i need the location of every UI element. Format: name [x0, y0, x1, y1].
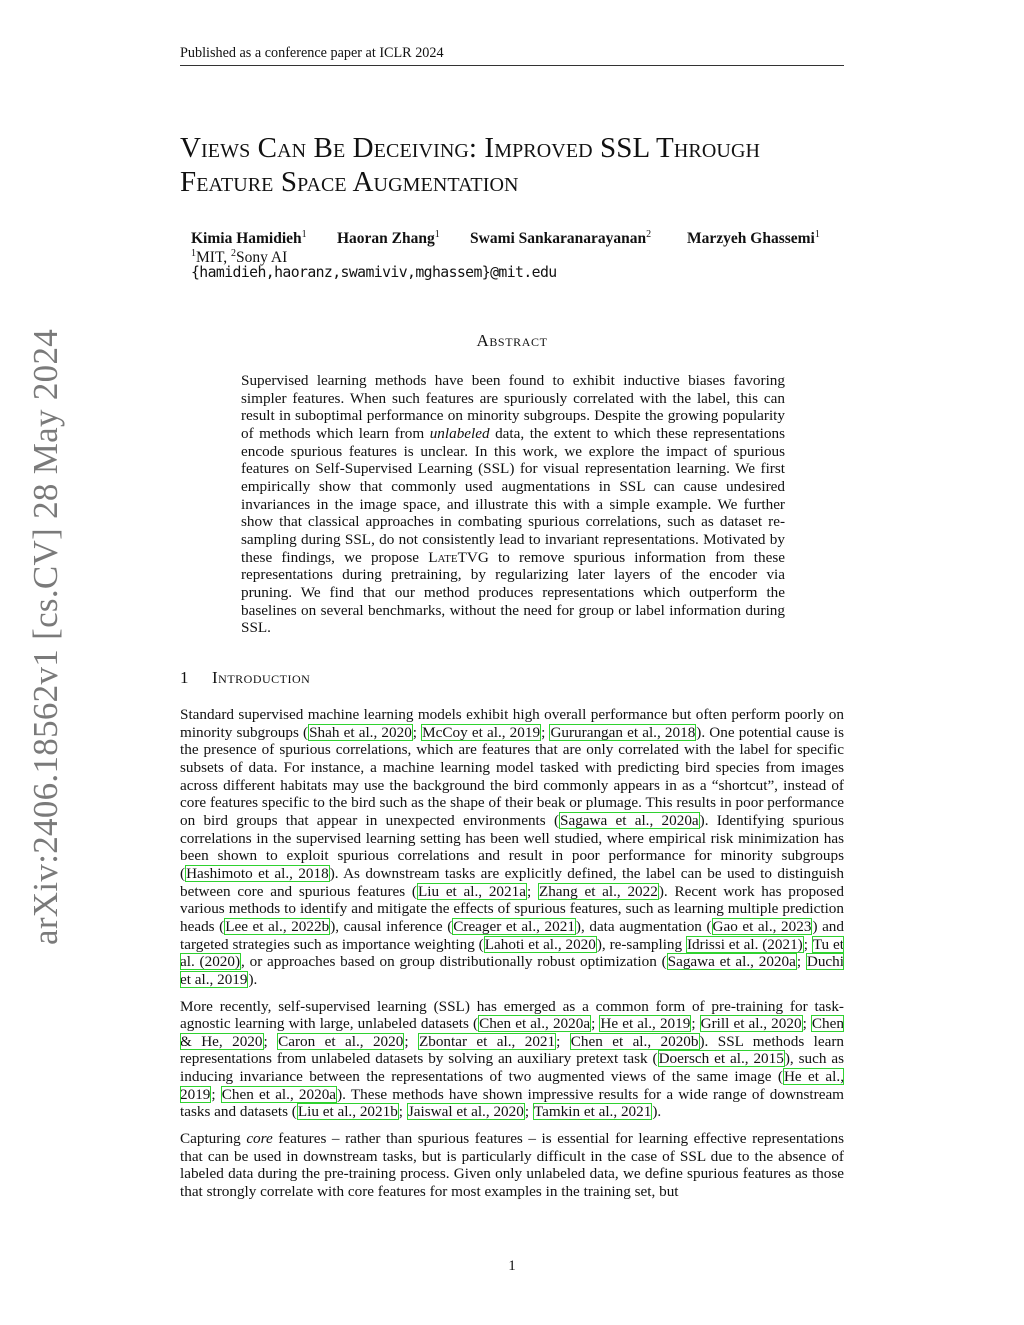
- citation-link[interactable]: Tamkin et al., 2021: [533, 1103, 652, 1121]
- page-number: 1: [508, 1258, 516, 1274]
- intro-paragraph-1: [180, 706, 844, 989]
- author-3: [470, 226, 651, 248]
- abstract-part-2: data, the extent to which these representations encode spurious features is unclear. In this work, we explore the impact of spurious features on Self-Supervised Learning (SSL) for visual representation learning. We first empirically show that commonly used augmentations in SSL can cause undesired invariances in the image space, and illustrate this with a simple example. We further show that classical approaches in combating spurious correlations, such as dataset re-sampling during SSL, do not consistently lead to invariant representations. Motivated by these findings, we propose: [241, 424, 786, 566]
- citation-link[interactable]: Sagawa et al., 2020a: [667, 953, 796, 971]
- citation-link[interactable]: Shah et al., 2020: [309, 723, 412, 741]
- text-run: ;: [802, 1015, 811, 1033]
- citation-link[interactable]: Gururangan et al., 2018: [550, 723, 696, 741]
- citation-link[interactable]: Zbontar et al., 2021: [418, 1032, 556, 1050]
- method-name: LateTVG: [428, 548, 489, 566]
- text-run: ), such as inducing invariance between the representations of two augmented views of the same image (: [180, 1050, 844, 1086]
- author-name: Swami Sankaranarayanan: [470, 230, 647, 248]
- citation-link[interactable]: Tu et al. (2020): [180, 935, 844, 971]
- abstract-heading: Abstract: [476, 331, 548, 350]
- author-4: [687, 226, 820, 248]
- text-run: ;: [591, 1015, 600, 1033]
- section-number: 1: [180, 668, 189, 687]
- header-rule: [180, 65, 844, 66]
- arxiv-side-stamp: arXiv:2406.18562v1 [cs.CV] 28 May 2024: [26, 328, 65, 945]
- citation-link[interactable]: He et al., 2019: [180, 1068, 844, 1103]
- author-2: [337, 226, 440, 248]
- text-run: ), causal inference (: [330, 917, 453, 935]
- text-run: ). SSL methods learn representations from unlabeled datasets by solving an auxiliary pretext task (: [180, 1032, 844, 1068]
- paper-title: [180, 131, 860, 199]
- citation-link[interactable]: Chen et al., 2020a: [479, 1015, 591, 1033]
- abstract-part-1: Supervised learning methods have been found to exhibit inductive biases favoring simpler features. When such features are spuriously correlated with the label, this can result in suboptimal performance on minority subgroups. Despite the growing popularity of methods which learn from: [241, 372, 785, 442]
- affil-mark-1: 1: [191, 248, 196, 259]
- text-run: ;: [211, 1085, 221, 1103]
- citation-link[interactable]: Liu et al., 2021a: [417, 882, 526, 900]
- text-run: ;: [803, 935, 812, 953]
- author-name: Haoran Zhang: [337, 230, 435, 248]
- citation-link[interactable]: Duchi et al., 2019: [180, 953, 844, 988]
- citation-link[interactable]: Lee et al., 2022b: [225, 917, 330, 935]
- author-affil-mark: 1: [814, 229, 820, 240]
- citation-link[interactable]: Doersch et al., 2015: [658, 1050, 784, 1068]
- author-affil-mark: 2: [646, 229, 652, 240]
- text-run: ) and targeted strategies such as importance weighting (: [180, 917, 844, 953]
- citation-link[interactable]: Chen & He, 2020: [180, 1015, 844, 1050]
- text-run: ;: [541, 723, 550, 741]
- author-name: Kimia Hamidieh: [191, 230, 302, 248]
- citation-link[interactable]: Caron et al., 2020: [278, 1032, 404, 1050]
- text-run: ;: [796, 953, 806, 971]
- text-run: More recently, self-supervised learning (SSL) has emerged as a common form of pre-training for task-agnostic learning with large, unlabeled datasets (: [180, 997, 844, 1033]
- affil-mark-2: 2: [231, 248, 237, 259]
- citation-link[interactable]: He et al., 2019: [600, 1015, 691, 1033]
- citation-link[interactable]: Chen et al., 2020b: [570, 1032, 699, 1050]
- abstract-text: [241, 372, 785, 637]
- text-run: ;: [398, 1103, 407, 1121]
- emphasis-text: core: [246, 1130, 273, 1148]
- citation-link[interactable]: Jaiswal et al., 2020: [407, 1103, 524, 1121]
- citation-link[interactable]: Creager et al., 2021: [453, 917, 575, 935]
- text-run: ;: [412, 723, 422, 741]
- text-run: ;: [691, 1015, 700, 1033]
- citation-link[interactable]: Lahoti et al., 2020: [484, 935, 596, 953]
- text-run: , or approaches based on group distributionally robust optimization (: [241, 953, 667, 971]
- author-affil-mark: 1: [301, 229, 307, 240]
- text-run: ;: [263, 1032, 278, 1050]
- title-line-2: Feature Space Augmentation: [180, 166, 519, 198]
- citation-link[interactable]: Hashimoto et al., 2018: [186, 864, 329, 882]
- text-run: ;: [404, 1032, 418, 1050]
- citation-link[interactable]: Gao et al., 2023: [712, 917, 812, 935]
- text-run: ;: [524, 1103, 533, 1121]
- text-run: ). As downstream tasks are explicitly defined, the label can be used to distinguish between core and spurious features (: [180, 864, 844, 900]
- text-run: ;: [526, 882, 538, 900]
- text-run: Standard supervised machine learning models exhibit high overall performance but often perform poorly on minority subgroups (: [180, 706, 844, 741]
- text-run: ), data augmentation (: [575, 917, 712, 935]
- text-run: Capturing: [180, 1130, 247, 1148]
- intro-paragraph-3: [180, 1130, 844, 1201]
- text-run: ;: [556, 1032, 570, 1050]
- running-header: Published as a conference paper at ICLR 2024: [180, 45, 444, 61]
- affil-1: MIT,: [196, 249, 232, 267]
- affil-2: Sony AI: [236, 249, 288, 267]
- citation-link[interactable]: Sagawa et al., 2020a: [560, 811, 699, 829]
- title-line-1: Views Can Be Deceiving: Improved SSL Through: [180, 132, 761, 164]
- text-run: ).: [652, 1103, 662, 1121]
- author-emails: {hamidieh,haoranz,swamiviv,mghassem}@mit.edu: [191, 264, 557, 281]
- text-run: features – rather than spurious features – is essential for learning effective representations that can be used in downstream tasks, but is particularly difficult in the case of SSL due to the absence of labeled data during the pre-training process. Given only unlabeled data, we define spurious features as those that strongly correlate with core features for most examples in the training set, but: [180, 1130, 844, 1201]
- section-heading: [180, 668, 310, 688]
- author-name: Marzyeh Ghassemi: [687, 230, 815, 248]
- citation-link[interactable]: Zhang et al., 2022: [538, 882, 658, 900]
- intro-paragraph-2: [180, 998, 844, 1122]
- introduction-body: [180, 706, 844, 1210]
- abstract-emphasis: unlabeled: [429, 424, 490, 442]
- citation-link[interactable]: McCoy et al., 2019: [422, 723, 541, 741]
- citation-link[interactable]: Chen et al., 2020a: [221, 1085, 337, 1103]
- text-run: ). Identifying spurious correlations in the supervised learning setting has been well studied, where empirical risk minimization has been shown to exploit spurious correlations and result in poor performance for minority subgroups (: [180, 811, 844, 882]
- text-run: ). One potential cause is the presence of spurious correlations, which are features that are only correlated with the label for specific subsets of data. For instance, a machine learning model tasked with predicting bird species from images across different habitats may use the background the bird commonly appears in as a “shortcut”, instead of core features specific to the bird such as the shape of their beak or plumage. This results in poor performance on bird groups that appear in unexpected environments (: [180, 723, 845, 829]
- text-run: ). Recent work has proposed various methods to identify and mitigate the effects of spurious features, such as learning multiple prediction heads (: [180, 882, 844, 935]
- citation-link[interactable]: Grill et al., 2020: [700, 1015, 802, 1033]
- citation-link[interactable]: Idrissi et al. (2021): [686, 935, 803, 953]
- section-title: Introduction: [212, 668, 311, 687]
- citation-link[interactable]: Liu et al., 2021b: [297, 1103, 398, 1121]
- text-run: ). These methods have shown impressive results for a wide range of downstream tasks and datasets (: [180, 1085, 844, 1121]
- text-run: ), re-sampling: [596, 935, 686, 953]
- author-affil-mark: 1: [434, 229, 440, 240]
- abstract-part-3: to remove spurious information from these representations during pretraining, by regularizing later layers of the encoder via pruning. We find that our method produces representations which outperform the baselines on several benchmarks, without the need for group or label information during SSL.: [241, 548, 786, 637]
- text-run: ).: [248, 970, 258, 988]
